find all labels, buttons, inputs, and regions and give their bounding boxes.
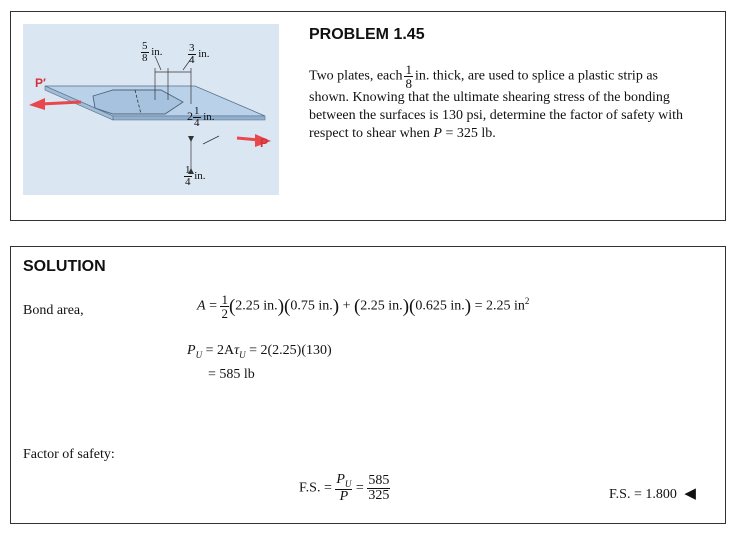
solution-title: SOLUTION bbox=[23, 258, 106, 275]
answer-value: F.S. = 1.800 bbox=[609, 487, 677, 502]
factor-of-safety-equation: F.S. = $\frac{P_U}{P}$ = $\frac{585}{325}$ bbox=[299, 472, 390, 504]
bond-area-equation: A = $\frac{1}{2}$ (2.25 in.)(0.75 in.) + (2.25 in.)(0.625 in.) = 2.25 $in^2$ bbox=[197, 292, 530, 321]
ultimate-load-result: = 585 lb bbox=[208, 367, 255, 382]
answer bbox=[609, 484, 696, 503]
problem-text-line1: Two plates, each $\frac{1}{8}$ in. thick, are used to splice a plastic strip as bbox=[309, 62, 658, 91]
answer-marker-icon: ◀ bbox=[684, 486, 696, 502]
factor-of-safety-label: Factor of safety: bbox=[23, 447, 115, 462]
problem-title: PROBLEM 1.45 bbox=[309, 26, 425, 43]
problem-box bbox=[10, 11, 726, 221]
solution-box bbox=[10, 246, 726, 524]
dim-three-quarters: $\frac{3}{4}$ in. bbox=[189, 42, 210, 66]
label-p: P bbox=[260, 136, 269, 150]
problem-text-line3: between the surfaces is 130 psi, determine the factor of safety with bbox=[309, 108, 683, 123]
ultimate-load-equation: $P_U = 2A\tau_U = 2(2.25)(130)$ bbox=[187, 343, 332, 360]
bond-area-label: Bond area, bbox=[23, 303, 84, 318]
dim-one-quarter: $\frac{1}{4}$ in. bbox=[185, 164, 206, 188]
dim-two-and-quarter: 2 $\frac{1}{4}$ in. bbox=[187, 105, 215, 129]
p-prime-arrow-shaft bbox=[41, 102, 81, 104]
problem-text-line2: shown. Knowing that the ultimate shearing stress of the bonding bbox=[309, 90, 670, 105]
dim-five-eighths: $\frac{5}{8}$ in. bbox=[142, 40, 163, 64]
problem-text-line4: respect to shear when P = 325 lb. bbox=[309, 126, 496, 141]
label-p-prime: P′ bbox=[35, 76, 46, 90]
